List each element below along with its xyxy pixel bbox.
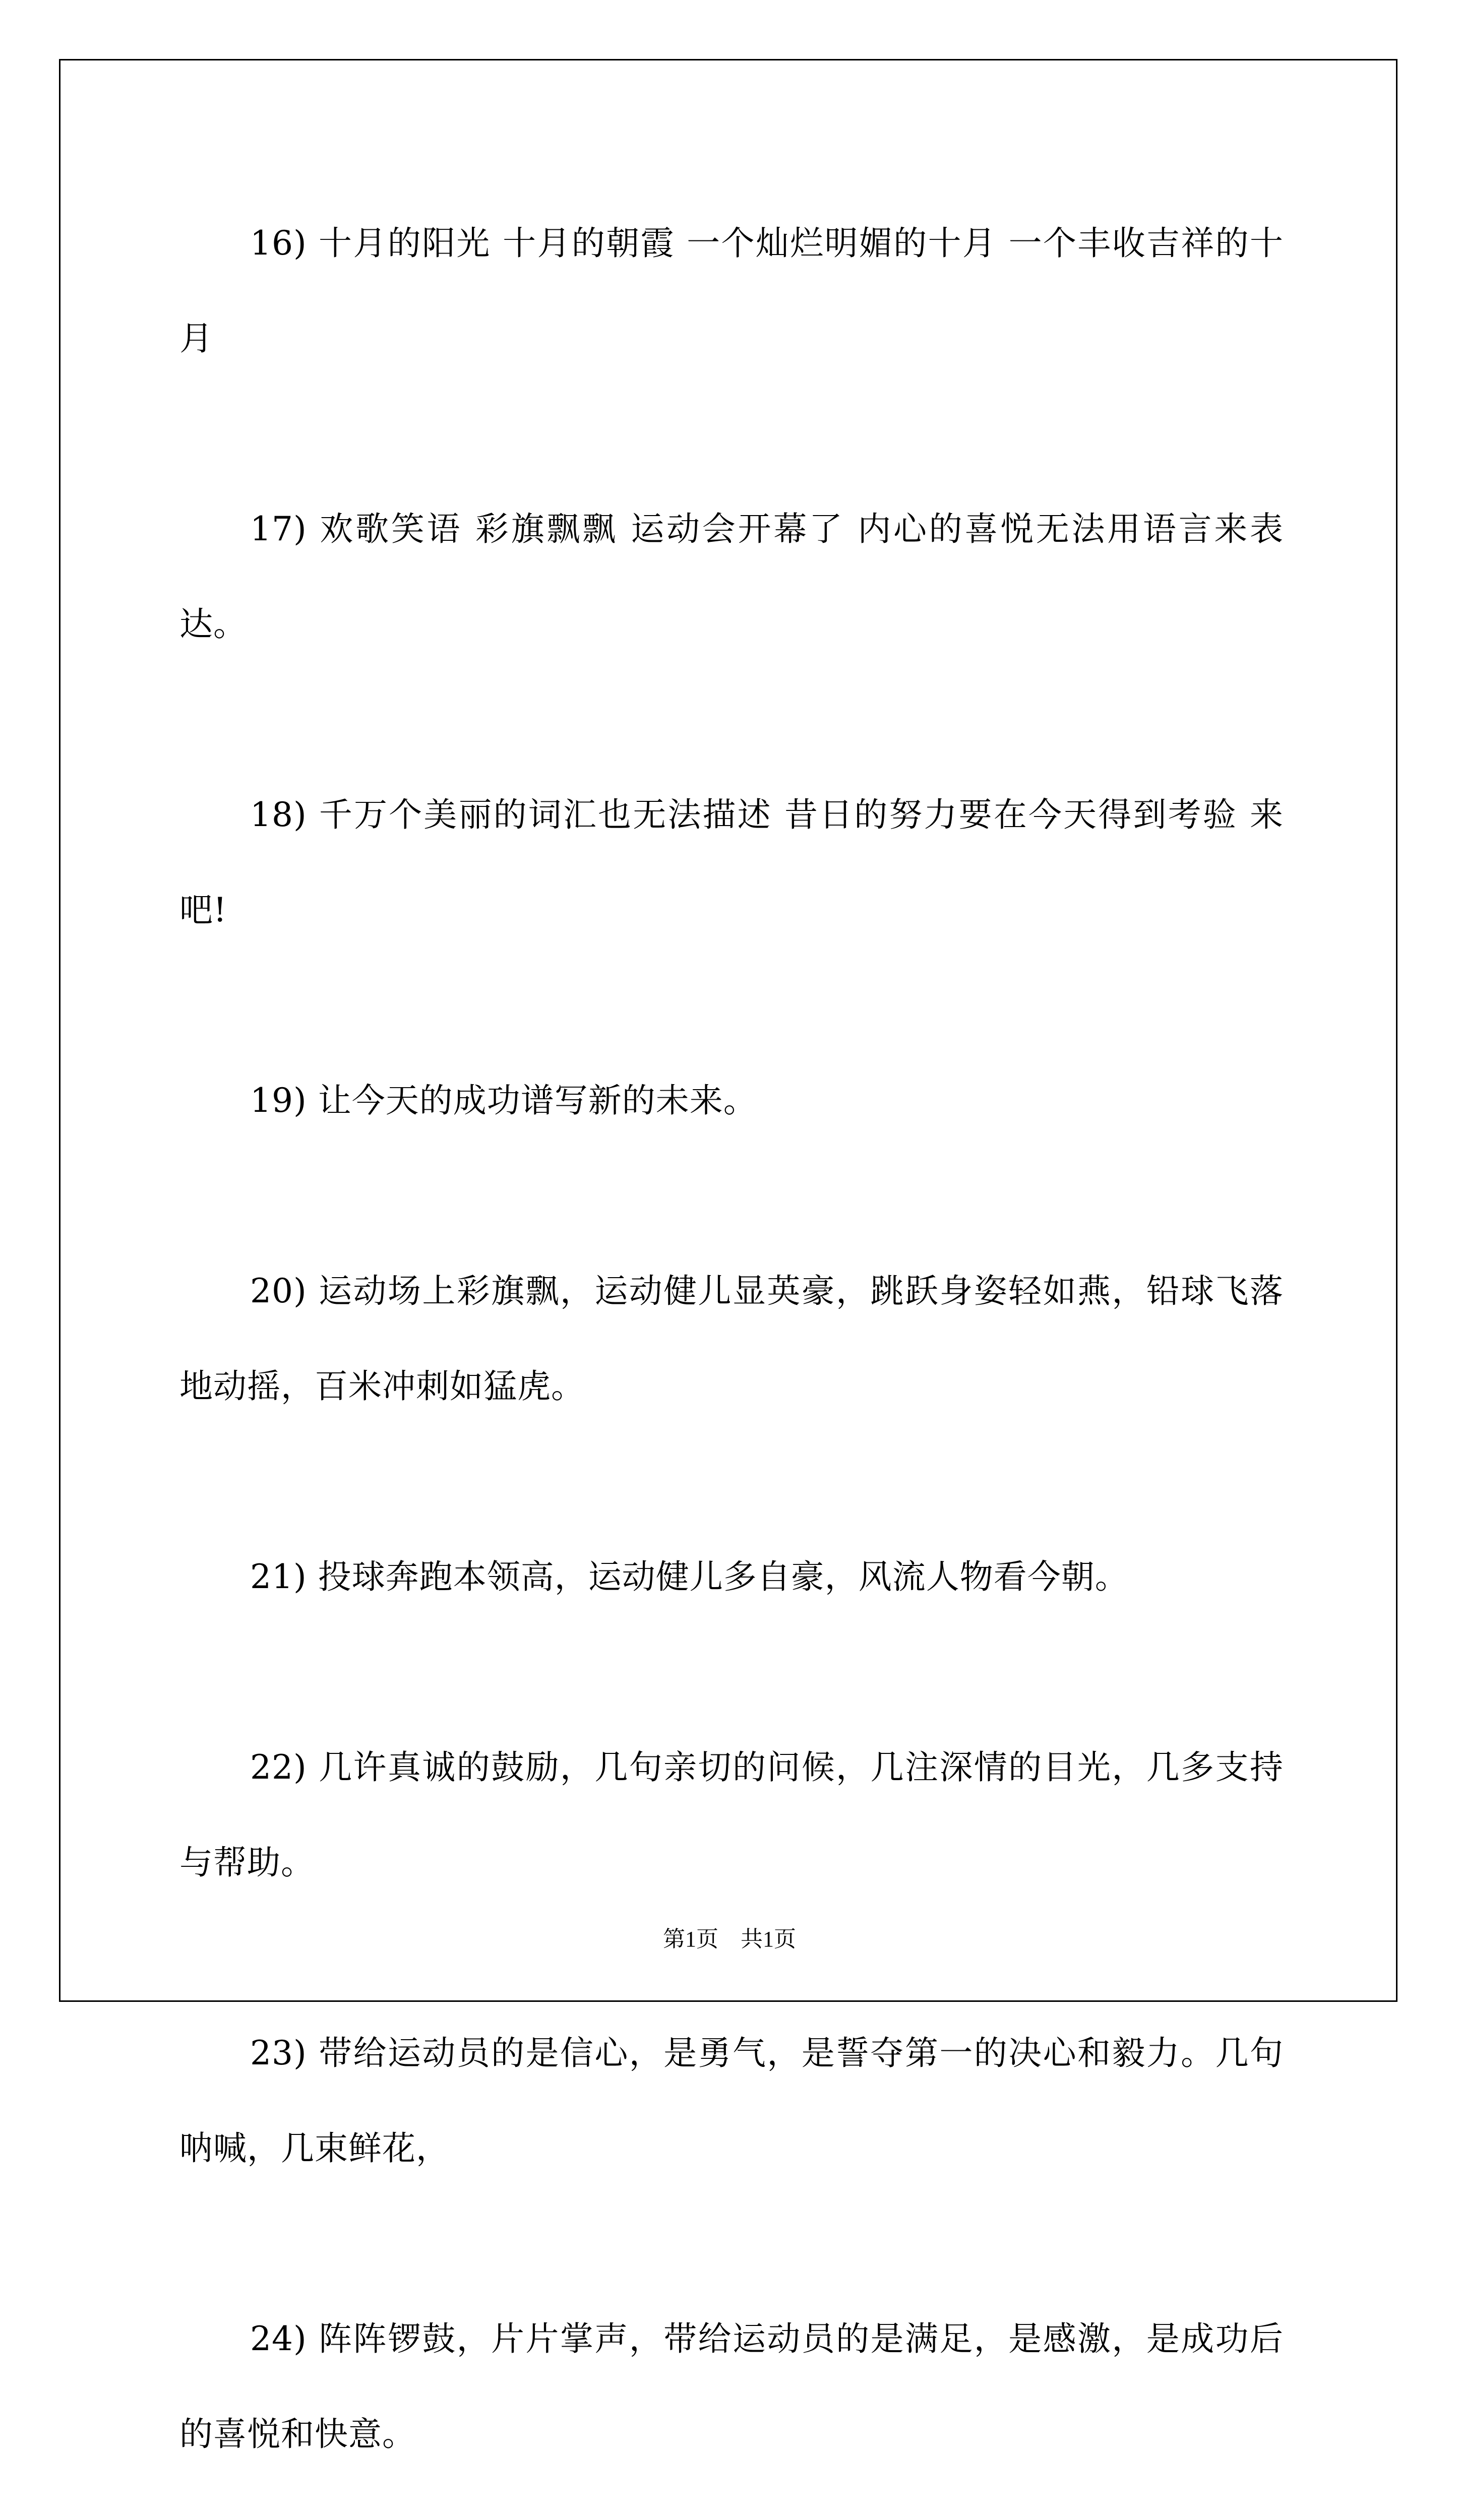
paragraph-23: 23) 带给运动员的是信心，是勇气，是誓夺第一的决心和毅力。几句呐喊，几束鲜花， [179, 2034, 1284, 2168]
paragraph-19: 19) 让今天的成功谱写新的未来。 [250, 1081, 757, 1120]
paragraph-21: 21) 投球奔跑本领高，运动健儿多自豪，风流人物看今朝。 [250, 1557, 1129, 1596]
paragraph-18: 18) 千万个美丽的词汇也无法描述 昔日的努力要在今天得到考验 来吧! [179, 795, 1284, 929]
paragraph-20: 20) 运动场上彩旗飘，运动健儿显英豪，跳跃身姿轻如燕，铅球飞落地动摇，百米冲刺如猛虎。 [179, 1272, 1284, 1406]
paragraph-24: 24) 阵阵锣鼓，片片掌声，带给运动员的是满足，是感激，是成功后的喜悦和快意。 [179, 2319, 1284, 2453]
page-number-footer: 第1页 共1页 [663, 1927, 796, 1951]
paragraph-17: 17) 欢歌笑语 彩旗飘飘 运动会开幕了 内心的喜悦无法用语言来表达。 [179, 510, 1284, 644]
document-body [179, 196, 1284, 2520]
paragraph-16: 16) 十月的阳光 十月的朝霞 一个灿烂明媚的十月 一个丰收吉祥的十月 [179, 224, 1284, 358]
paragraph-22: 22) 几许真诚的鼓励，几句亲切的问候，几注深情的目光，几多支持与帮助。 [179, 1748, 1284, 1882]
